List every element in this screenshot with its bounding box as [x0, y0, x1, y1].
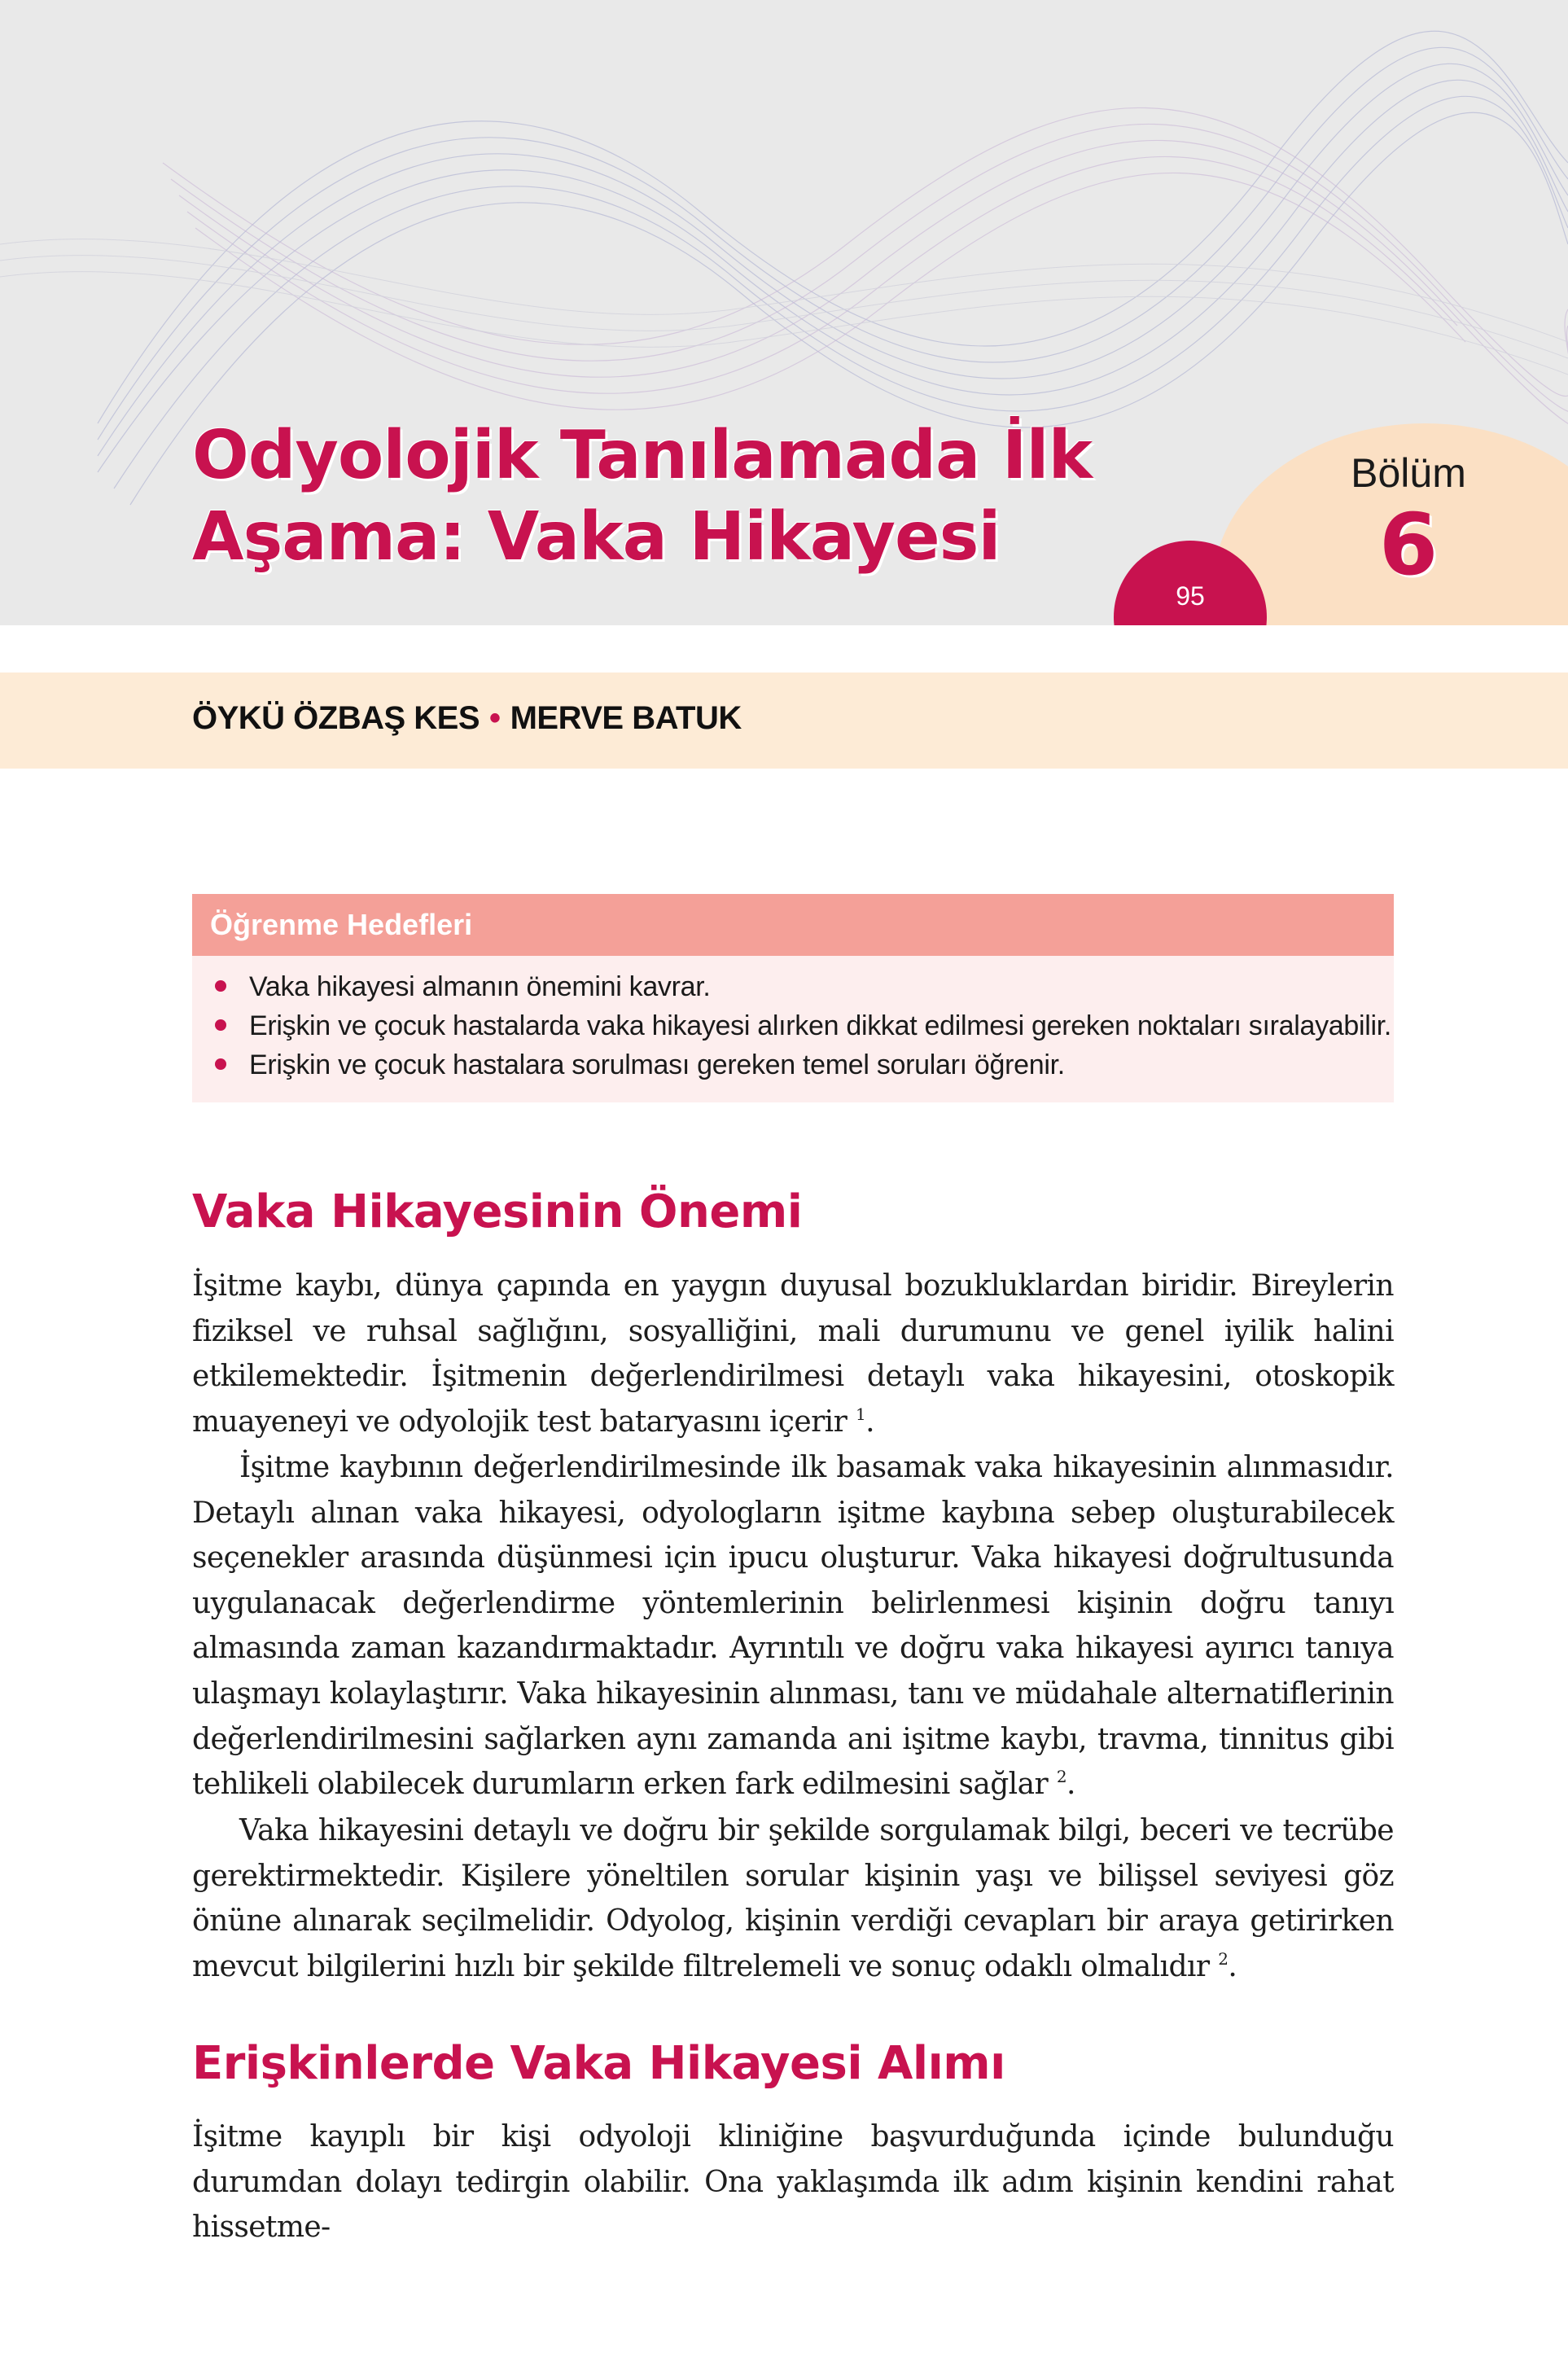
author-separator: • [489, 700, 501, 736]
paragraph-end: . [1067, 1768, 1075, 1802]
citation-ref: 2 [1056, 1767, 1067, 1787]
author-name: MERVE BATUK [510, 700, 742, 736]
objective-text: Erişkin ve çocuk hastalara sorulması gereken temel soruları öğrenir. [249, 1049, 1065, 1080]
paragraph-text: Vaka hikayesini detaylı ve doğru bir şekilde sorgulamak bilgi, beceri ve tecrübe gerektirmektedir. Kişilere yöneltilen sorular kişinin yaşı ve bilişsel seviyesi göz önüne alınarak seçilmelidir. Odyolog, kişinin verdiği cevapları bir araya getirirken mevcut bilgilerini hızlı bir şekilde filtrelemeli ve sonuç odaklı olmalıdır [192, 1814, 1394, 1983]
body-paragraph: İşitme kayıplı bir kişi odyoloji kliniğine başvurduğunda içinde bulunduğu durumdan dolayı tedirgin olabilir. Ona yaklaşımda ilk adım kişinin kendini rahat hissetme- [192, 2120, 1394, 2245]
citation-ref: 1 [856, 1404, 866, 1424]
author-name: ÖYKÜ ÖZBAŞ KES [192, 700, 480, 736]
paragraph-end: . [1228, 1949, 1237, 1983]
chapter-title [192, 415, 1169, 578]
paragraph-text: İşitme kaybı, dünya çapında en yaygın duyusal bozukluklardan biridir. Bireylerin fiziksel ve ruhsal sağlığını, sosyalliğini, mali durumunu ve genel iyilik halini etkilemektedir. İşitmenin değerlendirilmesi detaylı vaka hikayesini, otoskopik muayeneyi ve odyolojik test bataryasını içerir [192, 1269, 1394, 1439]
chapter-label: Bölüm [1351, 450, 1466, 496]
section-heading: Erişkinlerde Vaka Hikayesi Alımı [192, 2037, 1005, 2090]
objective-text: Vaka hikayesi almanın önemini kavrar. [249, 971, 711, 1002]
paragraph-text: İşitme kaybının değerlendirilmesinde ilk basamak vaka hikayesinin alınmasıdır. Detaylı alınan vaka hikayesi, odyologların işitme kaybına sebep oluşturabilecek seçenekler arasında düşünmesi için ipucu oluşturur. Vaka hikayesi doğrultusunda uygulanacak değerlendirme yöntemlerinin belirlenmesi kişinin doğru tanıyı almasında zaman kazandırmaktadır. Ayrıntılı ve doğru vaka hikayesi ayırıcı tanıya ulaşmayı kolaylaştırır. Vaka hikayesinin alınması, tanı ve müdahale alternatiflerinin değerlendirilmesini sağlarken aynı zamanda ani işitme kaybı, travma, tinnitus gibi tehlikeli olabilecek durumların erken fark edilmesini sağlar [192, 1451, 1394, 1802]
objective-item [192, 1045, 1394, 1084]
learning-objectives-list [192, 956, 1394, 1084]
body-paragraph [192, 1808, 1394, 1989]
objective-item [192, 1006, 1394, 1045]
bullet-icon [215, 980, 226, 992]
section-heading: Vaka Hikayesinin Önemi [192, 1185, 803, 1238]
learning-objectives-box [192, 894, 1394, 1102]
chapter-header [0, 0, 1568, 625]
chapter-title-line1: Odyolojik Tanılamada İlk [192, 417, 1093, 494]
objective-item [192, 967, 1394, 1006]
bullet-icon [215, 1058, 226, 1070]
paragraph-end: . [865, 1404, 875, 1439]
page-number: 95 [1176, 581, 1205, 611]
bullet-icon [215, 1019, 226, 1031]
authors-line [192, 700, 742, 737]
citation-ref: 2 [1218, 1948, 1229, 1969]
body-paragraph [192, 1264, 1394, 1444]
objective-text: Erişkin ve çocuk hastalarda vaka hikayesi alırken dikkat edilmesi gereken noktaları sıralayabilir. [249, 1010, 1392, 1041]
chapter-number: 6 [1378, 495, 1439, 594]
chapter-title-line2: Aşama: Vaka Hikayesi [192, 498, 1001, 576]
learning-objectives-heading: Öğrenme Hedefleri [192, 894, 1394, 956]
body-paragraph [192, 1445, 1394, 1807]
